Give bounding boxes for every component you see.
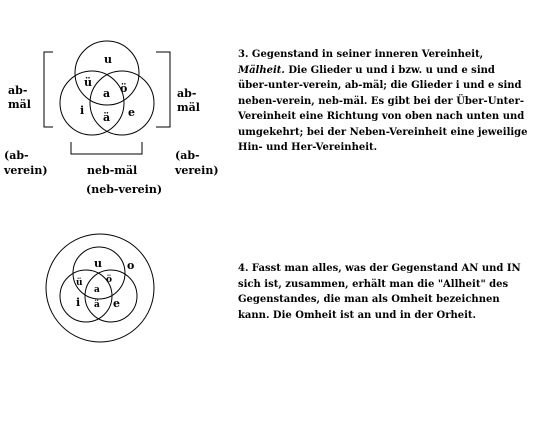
bottom-bracket-label: neb-mäl xyxy=(87,164,138,177)
left-paren-label-line1: (ab- xyxy=(4,149,29,162)
paragraph-4 xyxy=(238,261,538,323)
right-paren-label-line1: (ab- xyxy=(175,149,200,162)
label-i: i xyxy=(80,104,85,117)
paragraph-3-line-7: Hin- und Her-Vereinheit. xyxy=(238,142,378,153)
left-bracket-label-line2: mäl xyxy=(8,98,31,111)
paragraph-4-line-2: sich ist, zusammen, erhält man die "Allheit" des xyxy=(238,278,509,290)
label-i-2: i xyxy=(76,296,81,309)
figure-1 xyxy=(3,41,219,196)
circle-i-left xyxy=(60,71,124,135)
paragraph-3 xyxy=(238,47,538,156)
left-bracket xyxy=(44,52,53,127)
paragraph-3-line-2-rest: Die Glieder u und i bzw. u und e sind xyxy=(284,64,495,76)
figure-2 xyxy=(46,234,154,342)
right-bracket xyxy=(156,52,170,127)
label-u-2: u xyxy=(94,257,102,270)
right-bracket-label-line2: mäl xyxy=(177,101,200,114)
paragraph-3-line-2 xyxy=(238,63,538,79)
paragraph-3-line-5: Vereinheit eine Richtung von oben nach unten und xyxy=(238,111,525,122)
label-ue: ü xyxy=(84,76,92,89)
label-ae: ä xyxy=(103,111,111,124)
paragraph-3-line-6: umgekehrt; bei der Neben-Vereinheit eine jeweilige xyxy=(238,126,528,138)
left-paren-label-line2: verein) xyxy=(4,164,48,177)
label-ae-2: ä xyxy=(94,300,100,310)
right-bracket-label-line1: ab- xyxy=(177,87,197,100)
label-a-2: a xyxy=(94,285,100,295)
label-ue-2: ü xyxy=(76,278,83,288)
label-oe-2: ö xyxy=(106,275,113,285)
label-e: e xyxy=(128,106,135,119)
paragraph-3-line-3: über-unter-verein, ab-mäl; die Glieder i und e sind xyxy=(238,80,522,91)
outer-circle-o xyxy=(46,234,154,342)
paragraph-3-line-4: neben-verein, neb-mäl. Es gibt bei der Über-Unter- xyxy=(238,95,525,107)
paragraph-4-line-1: 4. Fasst man alles, was der Gegenstand AN und IN xyxy=(238,263,521,274)
label-oe: ö xyxy=(120,82,128,95)
left-bracket-label-line1: ab- xyxy=(8,84,28,97)
paragraph-4-line-3: Gegenstandes, die man als Omheit bezeichnen xyxy=(238,294,500,305)
label-u: u xyxy=(104,53,112,66)
term-maelheit: Mälheit. xyxy=(238,64,285,76)
label-o-2: o xyxy=(127,259,135,272)
circle-e-right xyxy=(90,71,154,135)
paragraph-3-line-1: 3. Gegenstand in seiner inneren Vereinheit, xyxy=(238,49,484,60)
paragraph-4-line-4: kann. Die Omheit ist an und in der Orheit. xyxy=(238,309,476,321)
label-a: a xyxy=(103,87,111,100)
bottom-bracket xyxy=(71,142,142,154)
right-paren-label-line2: verein) xyxy=(175,164,219,177)
bottom-paren-label: (neb-verein) xyxy=(86,183,163,196)
label-e-2: e xyxy=(113,297,120,310)
